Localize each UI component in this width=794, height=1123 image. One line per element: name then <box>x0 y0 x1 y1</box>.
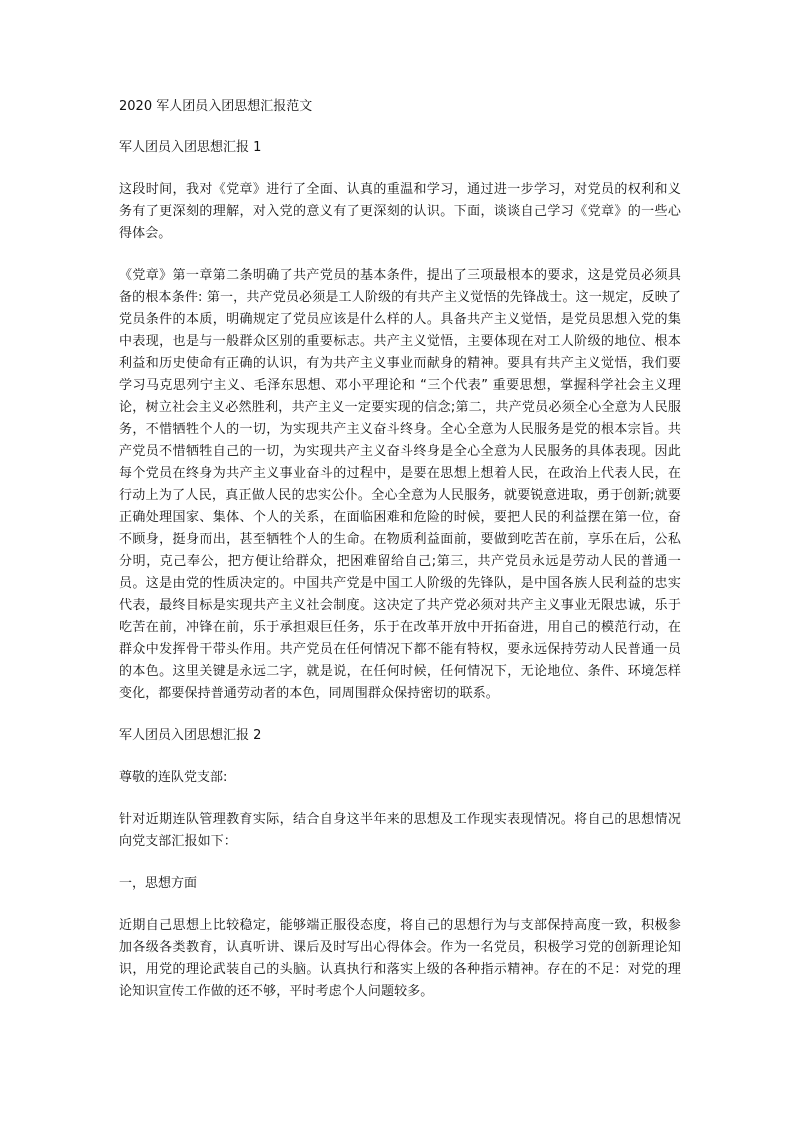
section2-greeting: 尊敬的连队党支部: <box>119 770 228 785</box>
section2-paragraph-2: 近期自己思想上比较稳定，能够端正服役态度，将自己的思想行为与支部保持高度一致，积极参加各级各类教育，认真听讲、课后及时写出心得体会。作为一名党员，积极学习党的创新理论知识，用党的理论武装自己的头脑。认真执行和落实上级的各种指示精神。存在的不足：对党的理论知识宣传工作做的还不够，平时考虑个人问题较多。 <box>119 918 681 999</box>
section1-heading: 军人团员入团思想汇报 1 <box>119 140 262 155</box>
section1-paragraph-1: 这段时间，我对《党章》进行了全面、认真的重温和学习，通过进一步学习，对党员的权利和义务有了更深刻的理解，对入党的意义有了更深刻的认识。下面，谈谈自己学习《党章》的一些心得体会。 <box>119 182 681 241</box>
section1-paragraph-2: 《党章》第一章第二条明确了共产党员的基本条件，提出了三项最根本的要求，这是党员必须具备的根本条件: 第一，共产党员必须是工人阶级的有共产主义觉悟的先锋战士。这一规定，反映了党员条件的本质，明确规定了党员应该是什么样的人。具备共产主义觉悟，是党员思想入党的集中表现，也是与一般群众区别的重要标志。共产主义觉悟，主要体现在对工人阶级的地位、根本利益和历史使命有正确的认识，有为共产主义事业而献身的精神。要具有共产主义觉悟，我们要学习马克思列宁主义、毛泽东思想、邓小平理论和 “三个代表” 重要思想，掌握科学社会主义理论，树立社会主义必然胜利，共产主义一定要实现的信念;第二，共产党员必须全心全意为人民服务，不惜牺牲个人的一切，为实现共产主义奋斗终身。全心全意为人民服务是党的根本宗旨。共产党员不惜牺牲自己的一切，为实现共产主义奋斗终身是全心全意为人民服务的具体表现。因此每个党员在终身为共产主义事业奋斗的过程中，是要在思想上想着人民，在政治上代表人民，在行动上为了人民，真正做人民的忠实公仆。全心全意为人民服务，就要锐意进取，勇于创新;就要正确处理国家、集体、个人的关系，在面临困难和危险的时候，要把人民的利益摆在第一位，奋不顾身，挺身而出，甚至牺牲个人的生命。在物质利益面前，要做到吃苦在前，享乐在后，公私分明，克己奉公，把方便让给群众，把困难留给自己;第三，共产党员永远是劳动人民的普通一员。这是由党的性质决定的。中国共产党是中国工人阶级的先锋队，是中国各族人民利益的忠实代表，最终目标是实现共产主义社会制度。这决定了共产党必须对共产主义事业无限忠诚，乐于吃苦在前，冲锋在前，乐于承担艰巨任务，乐于在改革开放中开拓奋进，用自己的模范行动，在群众中发挥骨干带头作用。共产党员在任何情况下都不能有特权，要永远保持劳动人民普通一员的本色。这里关键是永远二字，就是说，在任何时候，任何情况下，无论地位、条件、环境怎样变化，都要保持普通劳动者的本色，同周围群众保持密切的联系。 <box>119 268 681 701</box>
document-title: 2020 军人团员入团思想汇报范文 <box>119 99 313 114</box>
section2-heading: 军人团员入团思想汇报 2 <box>119 728 262 743</box>
section2-subheading-thought: 一，思想方面 <box>119 876 198 891</box>
document-page <box>119 96 681 1023</box>
section2-paragraph-1: 针对近期连队管理教育实际，结合自身这半年来的思想及工作现实表现情况。将自己的思想情况向党支部汇报如下： <box>119 812 681 849</box>
